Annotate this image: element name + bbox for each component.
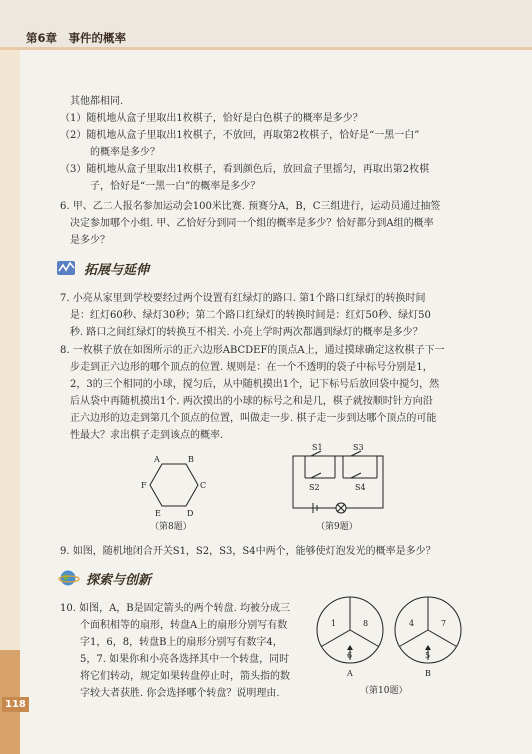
spinner-number: 5 — [425, 651, 431, 660]
text-line: 后从袋中再随机摸出1个. 两次摸出的小球的标号之和是几，棋子就按顺时针方向沿 — [60, 396, 433, 407]
switch-label: S2 — [309, 483, 320, 492]
circuit-figure — [285, 442, 395, 518]
text-line: （3）随机地从盒子里取出1枚棋子，看到颜色后，放回盒子里摇匀，再取出第2枚棋 — [60, 164, 430, 175]
text-line: 性最大？求出棋子走到该点的概率. — [60, 430, 224, 441]
text-line: 的概率是多少？ — [60, 147, 160, 158]
text-line: 字较大者获胜. 你会选择哪个转盘？说明理由. — [60, 688, 280, 699]
text-line: 8. 一枚棋子放在如图所示的正六边形ABCDEF的顶点A上，通过摸球确定这枚棋子下一 — [60, 345, 445, 356]
text-line: 2，3的三个相同的小球，搅匀后，从中随机摸出1个，记下标号后放回袋中搅匀，然 — [60, 379, 440, 390]
text-line: 9. 如图，随机地闭合开关S1，S2，S3，S4中两个，能够使灯泡发光的概率是多少？ — [60, 546, 436, 557]
text-line: 步走到正六边形的哪个顶点的位置. 规则是：在一个不透明的袋子中标号分别是1， — [60, 362, 433, 373]
globe-icon — [58, 568, 80, 586]
section-title: 拓展与延伸 — [84, 263, 150, 278]
switch-label: S3 — [353, 443, 364, 452]
text-line: 决定参加哪个小组. 甲、乙恰好分到同一个组的概率是多少？恰好都分到A组的概率 — [60, 218, 434, 229]
vertex-label: A — [154, 455, 160, 464]
spinner-label: B — [425, 669, 431, 678]
text-line: 是：红灯60秒、绿灯30秒；第二个路口红绿灯的转换时间是：红灯50秒、绿灯50 — [60, 310, 431, 321]
spinner-number: 4 — [409, 619, 415, 628]
spinner-label: A — [347, 669, 353, 678]
vertex-label: D — [187, 509, 194, 518]
vertex-label: C — [200, 481, 207, 490]
vertex-label: F — [141, 481, 147, 490]
side-margin-strip — [0, 50, 20, 650]
switch-label: S4 — [355, 483, 366, 492]
page-number: 118 — [2, 697, 29, 712]
text-line: 5，7. 如果你和小亮各选择其中一个转盘，同时 — [60, 654, 290, 665]
text-line: 是多少？ — [60, 235, 110, 246]
text-line: 其他都相同. — [70, 96, 124, 107]
text-line: （2）随机地从盒子里取出1枚棋子，不放回，再取第2枚棋子，恰好是“一黑一白” — [60, 130, 420, 141]
hexagon-figure — [140, 452, 220, 520]
text-line: （1）随机地从盒子里取出1枚棋子，恰好是白色棋子的概率是多少？ — [60, 113, 363, 124]
extension-icon — [56, 259, 78, 277]
text-line: 秒. 路口之间红绿灯的转换互不相关. 小亮上学时两次都遇到绿灯的概率是多少？ — [60, 327, 423, 338]
vertex-label: E — [155, 509, 161, 518]
spinner-number: 6 — [347, 651, 353, 660]
figure-caption: （第9题） — [316, 522, 358, 532]
text-line: 将它们转动，规定如果转盘停止时，箭头指的数 — [60, 671, 290, 682]
text-line: 字1，6，8，转盘B上的扇形分别写有数字4， — [60, 637, 283, 648]
text-line: 个面积相等的扇形，转盘A上的扇形分别写有数 — [60, 620, 288, 631]
section-title: 探索与创新 — [86, 573, 152, 588]
text-line: 7. 小亮从家里到学校要经过两个设置有红绿灯的路口. 第1个路口红绿灯的转换时间 — [60, 293, 426, 304]
spinner-number: 1 — [331, 619, 337, 628]
page-header — [0, 0, 532, 50]
spinners-figure — [310, 592, 470, 680]
chapter-title: 第6章 事件的概率 — [26, 31, 127, 45]
text-line: 6. 甲、乙二人报名参加运动会100米比赛. 预赛分A，B，C三组进行，运动员通过抽签 — [60, 201, 441, 212]
spinner-number: 8 — [363, 619, 369, 628]
switch-label: S1 — [312, 443, 323, 452]
text-line: 10. 如图，A，B是固定箭头的两个转盘. 均被分成三 — [60, 603, 291, 614]
text-line: 正六边形的边走到第几个顶点的位置，叫做走一步. 棋子走一步到达哪个顶点的可能 — [60, 413, 437, 424]
figure-caption: （第10题） — [360, 686, 408, 696]
text-line: 子，恰好是“一黑一白”的概率是多少？ — [60, 181, 261, 192]
spinner-number: 7 — [441, 619, 447, 628]
figure-caption: （第8题） — [150, 522, 192, 532]
vertex-label: B — [188, 455, 194, 464]
